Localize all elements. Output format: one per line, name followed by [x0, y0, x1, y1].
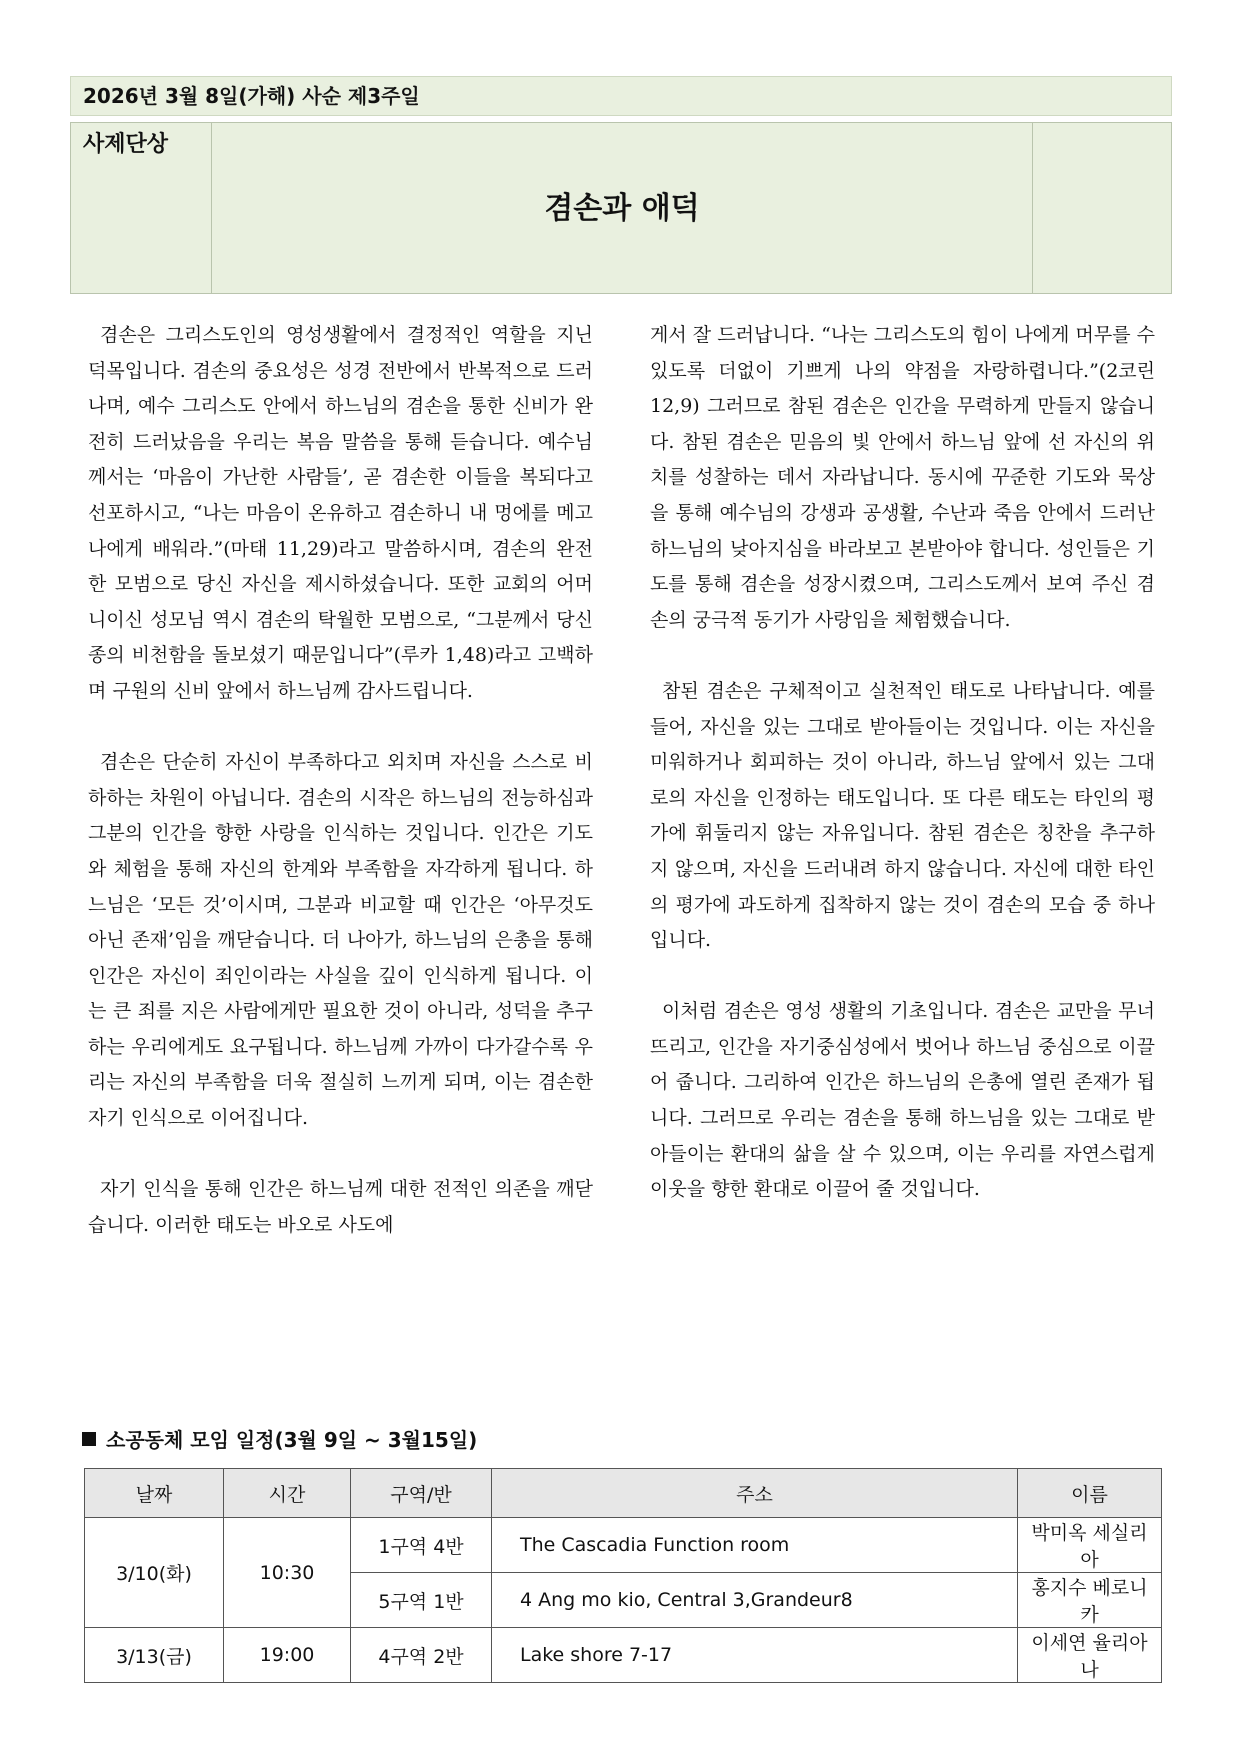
column-header-name: 이름: [1018, 1469, 1162, 1518]
cell-name: 이세연 율리아나: [1018, 1628, 1162, 1683]
cell-time: 10:30: [224, 1518, 351, 1628]
column-header-date: 날짜: [85, 1469, 224, 1518]
article-column-right: [650, 318, 1155, 1208]
table-header-row: [85, 1469, 1162, 1518]
article-paragraph: 자기 인식을 통해 인간은 하느님께 대한 전적인 의존을 깨닫습니다. 이러한 태도는 바오로 사도에: [88, 1178, 593, 1236]
cell-address: The Cascadia Function room: [492, 1518, 1018, 1573]
cell-area: 1구역 4반: [351, 1518, 492, 1573]
cell-date: 3/10(화): [85, 1518, 224, 1628]
cell-time: 19:00: [224, 1628, 351, 1683]
article-paragraph: 이처럼 겸손은 영성 생활의 기초입니다. 겸손은 교만을 무너뜨리고, 인간을 자기중심성에서 벗어나 하느님 중심으로 이끌어 줍니다. 그리하여 인간은 하느님의 은총에 열린 존재가 됩니다. 그러므로 우리는 겸손을 통해 하느님을 있는 그대로 받아들이는 환대의 삶을 살 수 있으며, 이는 우리를 자연스럽게 이웃을 향한 환대로 이끌어 줄 것입니다.: [650, 1000, 1155, 1201]
cell-area: 5구역 1반: [351, 1573, 492, 1628]
cell-name: 홍지수 베로니카: [1018, 1573, 1162, 1628]
column-header-area: 구역/반: [351, 1469, 492, 1518]
section-label: 사제단상: [83, 132, 169, 157]
cell-address: 4 Ang mo kio, Central 3,Grandeur8: [492, 1573, 1018, 1628]
schedule-heading-text: 소공동체 모임 일정(3월 9일 ~ 3월15일): [106, 1428, 478, 1452]
table-row: [85, 1518, 1162, 1573]
title-box: [70, 122, 1172, 294]
cell-address: Lake shore 7-17: [492, 1628, 1018, 1683]
title-box-right-cell: [1032, 123, 1171, 293]
page-title: 겸손과 애덕: [544, 191, 700, 226]
cell-name: 박미옥 세실리아: [1018, 1518, 1162, 1573]
schedule-heading: [82, 1424, 477, 1453]
column-header-time: 시간: [224, 1469, 351, 1518]
schedule-table: [84, 1468, 1162, 1683]
cell-date: 3/13(금): [85, 1628, 224, 1683]
article-paragraph: 게서 잘 드러납니다. “나는 그리스도의 힘이 나에게 머무를 수 있도록 더없이 기쁘게 나의 약점을 자랑하렵니다.”(2코린 12,9) 그러므로 참된 겸손은 인간을 무력하게 만들지 않습니다. 참된 겸손은 믿음의 빛 안에서 하느님 앞에 선 자신의 위치를 성찰하는 데서 자라납니다. 동시에 꾸준한 기도와 묵상을 통해 예수님의 강생과 공생활, 수난과 죽음 안에서 드러난 하느님의 낮아지심을 바라보고 본받아야 합니다. 성인들은 기도를 통해 겸손을 성장시켰으며, 그리스도께서 보여 주신 겸손의 궁극적 동기가 사랑임을 체험했습니다.: [650, 324, 1155, 631]
column-header-address: 주소: [492, 1469, 1018, 1518]
title-box-left-cell: [71, 123, 212, 293]
table-row: [85, 1628, 1162, 1683]
article-column-left: [88, 318, 593, 1243]
article-paragraph: 겸손은 그리스도인의 영성생활에서 결정적인 역할을 지닌 덕목입니다. 겸손의 중요성은 성경 전반에서 반복적으로 드러나며, 예수 그리스도 안에서 하느님의 겸손을 통한 신비가 완전히 드러났음을 우리는 복음 말씀을 통해 듣습니다. 예수님께서는 ‘마음이 가난한 사람들’, 곧 겸손한 이들을 복되다고 선포하시고, “나는 마음이 온유하고 겸손하니 내 멍에를 메고 나에게 배워라.”(마태 11,29)라고 말씀하시며, 겸손의 완전한 모범으로 당신 자신을 제시하셨습니다. 또한 교회의 어머니이신 성모님 역시 겸손의 탁월한 모범으로, “그분께서 당신 종의 비천함을 돌보셨기 때문입니다”(루카 1,48)라고 고백하며 구원의 신비 앞에서 하느님께 감사드립니다.: [88, 324, 593, 702]
date-line: 2026년 3월 8일(가해) 사순 제3주일: [83, 84, 420, 108]
black-square-icon: [82, 1432, 96, 1446]
cell-area: 4구역 2반: [351, 1628, 492, 1683]
article-paragraph: 겸손은 단순히 자신이 부족하다고 외치며 자신을 스스로 비하하는 차원이 아닙니다. 겸손의 시작은 하느님의 전능하심과 그분의 인간을 향한 사랑을 인식하는 것입니다. 인간은 기도와 체험을 통해 자신의 한계와 부족함을 자각하게 됩니다. 하느님은 ‘모든 것’이시며, 그분과 비교할 때 인간은 ‘아무것도 아닌 존재’임을 깨닫습니다. 더 나아가, 하느님의 은총을 통해 인간은 자신이 죄인이라는 사실을 깊이 인식하게 됩니다. 이는 큰 죄를 지은 사람에게만 필요한 것이 아니라, 성덕을 추구하는 우리에게도 요구됩니다. 하느님께 가까이 다가갈수록 우리는 자신의 부족함을 더욱 절실히 느끼게 되며, 이는 겸손한 자기 인식으로 이어집니다.: [88, 751, 593, 1130]
article-paragraph: 참된 겸손은 구체적이고 실천적인 태도로 나타납니다. 예를 들어, 자신을 있는 그대로 받아들이는 것입니다. 이는 자신을 미워하거나 회피하는 것이 아니라, 하느님 앞에서 있는 그대로의 자신을 인정하는 태도입니다. 또 다른 태도는 타인의 평가에 휘둘리지 않는 자유입니다. 참된 겸손은 칭찬을 추구하지 않으며, 자신을 드러내려 하지 않습니다. 자신에 대한 타인의 평가에 과도하게 집착하지 않는 것이 겸손의 모습 중 하나입니다.: [650, 679, 1155, 952]
date-bar: [70, 76, 1172, 116]
